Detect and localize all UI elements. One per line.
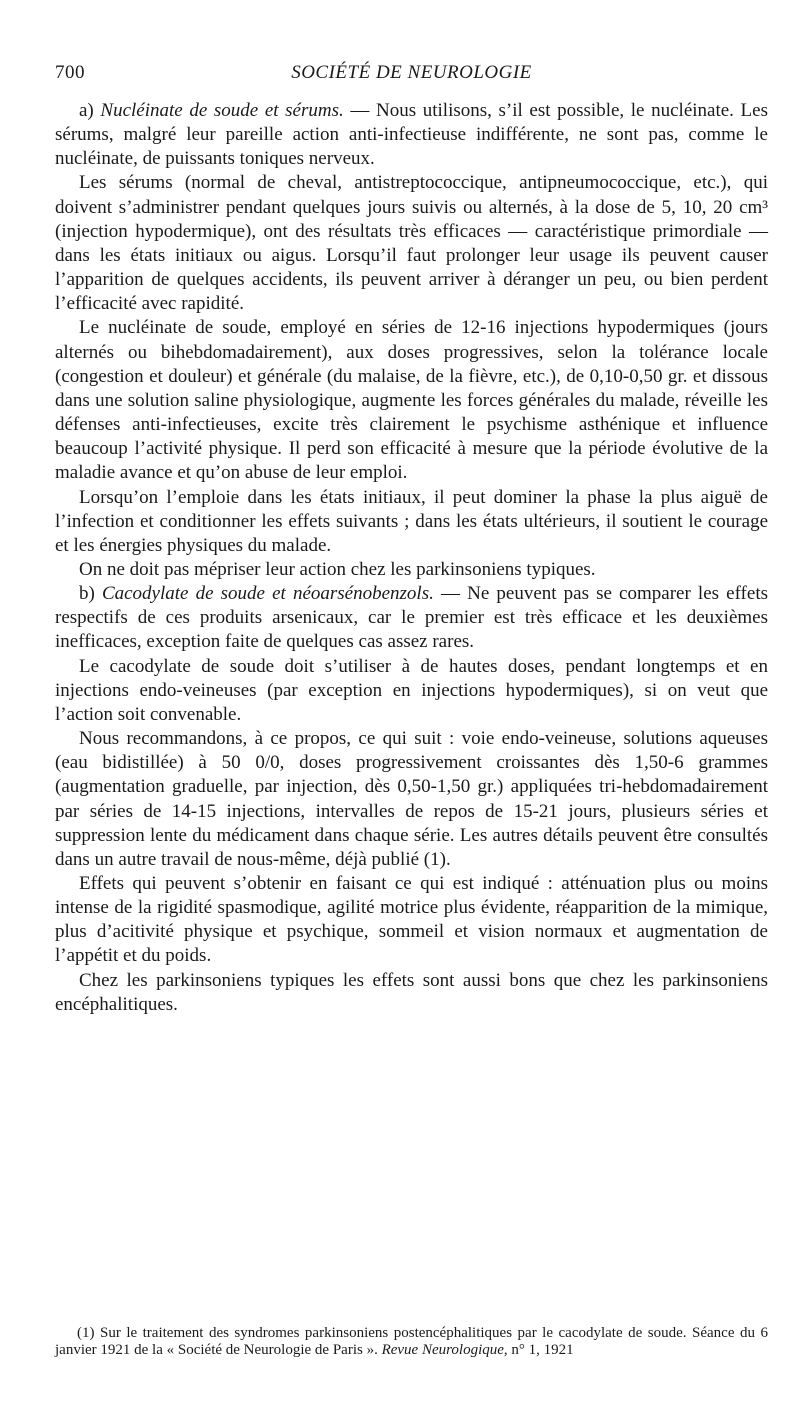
journal-title: Revue Neurologique	[381, 1342, 504, 1358]
body-text	[55, 99, 768, 1017]
running-title: SOCIÉTÉ DE NEUROLOGIE	[291, 62, 532, 83]
paragraph: Lorsqu’on l’emploie dans les états initiaux, il peut dominer la phase la plus aiguë de l’infection et conditionner les effets suivants ; dans les états ultérieurs, il soutient le courage et les énergies physiques du malade.	[55, 486, 768, 556]
page-number: 700	[55, 62, 85, 83]
footnote	[55, 1325, 768, 1359]
paragraph: On ne doit pas mépriser leur action chez les parkinsoniens typiques.	[79, 558, 596, 580]
paragraph: Chez les parkinsoniens typiques les effets sont aussi bons que chez les parkinsoniens encéphalitiques.	[55, 969, 768, 1015]
section-lead: b)	[79, 583, 102, 605]
page-header	[55, 62, 768, 92]
footnote-text: (1) Sur le traitement des syndromes parkinsoniens postencéphalitiques par le cacodylate de soude. Séance du 6 janvier 1921 de la « Société de Neurologie de Paris ». Revue Neurologique, n° 1, 1921	[55, 1325, 768, 1358]
section-heading: Cacodylate de soude et néoarsénobenzols.	[101, 583, 434, 605]
paragraph: Effets qui peuvent s’obtenir en faisant ce qui est indiqué : atténuation plus ou moins intense de la rigidité spasmodique, agilité motrice plus évidente, réapparition de la mimique, plus d’acitivité physique et psychique, sommeil et vision normaux et augmentation de l’appétit et du poids.	[55, 873, 768, 967]
paragraph: b) Cacodylate de soude et néoarsénobenzols. — Ne peuvent pas se comparer les effets respectifs de ces produits arsenicaux, car le premier est très efficace et les deuxièmes inefficaces, exception faite de quelques cas assez rares.	[55, 583, 768, 653]
section-lead: a)	[79, 100, 101, 121]
paragraph: Les sérums (normal de cheval, antistreptococcique, antipneumococcique, etc.), qui doivent s’administrer pendant quelques jours suivis ou alternés, à la dose de 5, 10, 20 cm³ (injection hypodermique), ont des résultats très efficaces — caractéristique primordiale — dans les états initiaux ou aigus. Lorsqu’il faut prolonger leur usage ils peuvent causer l’apparition de quelques accidents, ils peuvent arriver à déranger un peu, ou bien perdent l’efficacité avec rapidité.	[55, 172, 768, 315]
paragraph: Le cacodylate de soude doit s’utiliser à de hautes doses, pendant longtemps et en injections endo-veineuses (par exception en injections hypodermiques), si on veut que l’action soit convenable.	[55, 655, 768, 725]
paragraph: Nous recommandons, à ce propos, ce qui suit : voie endo-veineuse, solutions aqueuses (eau bidistillée) à 50 0/0, doses progressivement croissantes dès 1,50-6 grammes (augmentation graduelle, par injection, dès 0,50-1,50 gr.) appliquées tri-hebdomadairement par séries de 14-15 injections, intervalles de repos de 15-21 jours, plusieurs séries et suppression lente du médicament dans chaque série. Les autres détails peuvent être consultés dans un autre travail de nous-même, déjà publié (1).	[55, 728, 768, 870]
paragraph: Le nucléinate de soude, employé en séries de 12-16 injections hypodermiques (jours alternés ou bihebdomadairement), aux doses progressives, selon la tolérance locale (congestion et douleur) et générale (du malaise, de la fièvre, etc.), de 0,10-0,50 gr. et dissous dans une solution saline physiologique, augmente les forces générales du malade, réveille les défenses anti-infectieuses, excite très clairement le psychisme asthénique et influence beaucoup l’activité physique. Il perd son efficacité à mesure que la période évolutive de la maladie avance et qu’on abuse de leur emploi.	[55, 317, 768, 484]
paragraph: a) Nucléinate de soude et sérums. — Nous utilisons, s’il est possible, le nucléinate. Les sérums, malgré leur pareille action anti-infectieuse indifférente, ne sont pas, comme le nucléinate, de puissants toniques nerveux.	[55, 100, 768, 170]
section-heading: Nucléinate de soude et sérums.	[100, 100, 344, 121]
